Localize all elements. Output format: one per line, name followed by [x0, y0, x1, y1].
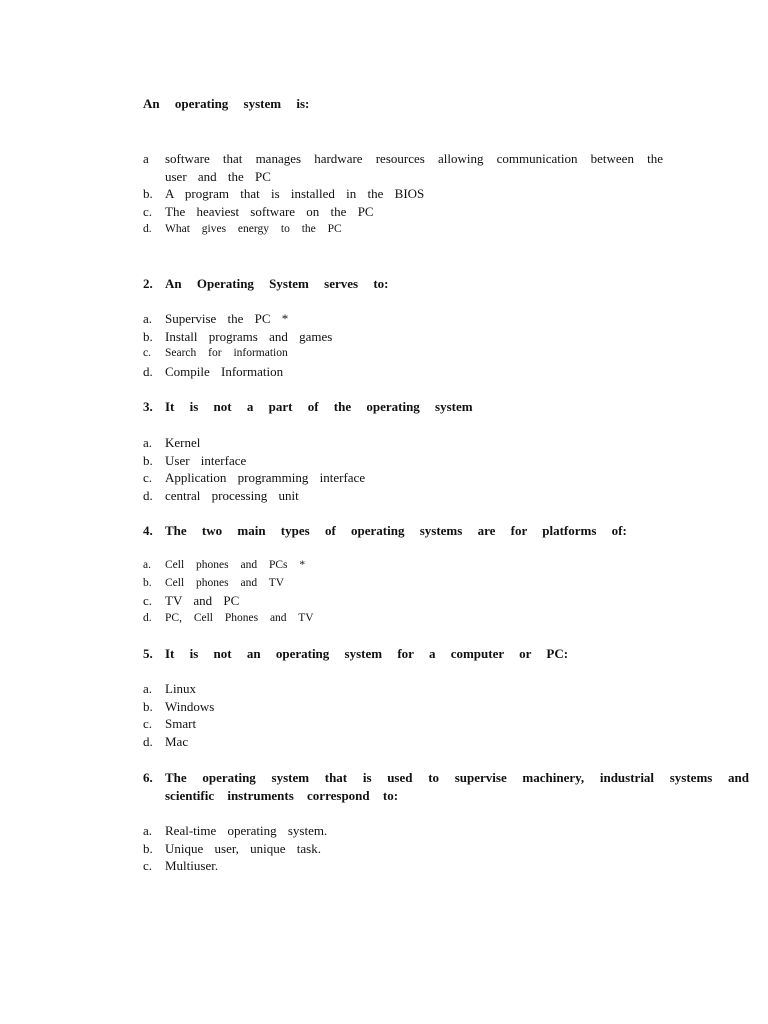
option-letter: d.: [143, 488, 153, 504]
option-letter: a.: [143, 559, 151, 571]
option-text: A program that is installed in the BIOS: [165, 186, 425, 202]
option-text: Install programs and games: [165, 328, 333, 344]
option-letter: d.: [143, 734, 153, 750]
question-3-options: [143, 434, 703, 505]
question-2-text: An Operating System serves to:: [165, 276, 389, 291]
option-text: Application programming interface: [165, 470, 366, 486]
option-letter: b.: [143, 840, 153, 856]
question-5-option-c: [143, 715, 703, 733]
question-4-option-d: [143, 610, 703, 628]
question-2: [143, 275, 749, 293]
option-letter: c.: [143, 858, 153, 874]
option-text: What gives energy to the PC: [165, 222, 342, 235]
option-letter: b.: [143, 186, 153, 202]
option-text: Linux: [165, 681, 197, 696]
option-text: Cell phones and PCs *: [165, 559, 306, 571]
question-3: [143, 398, 749, 416]
question-2-option-d: [143, 363, 703, 381]
option-letter: b.: [143, 698, 153, 714]
question-5-option-d: [143, 733, 703, 751]
option-text: software that manages hardware resources allowing communication between the user and the PC: [165, 151, 663, 184]
question-2-options: [143, 310, 703, 381]
option-letter: c.: [143, 593, 153, 609]
question-number: 2.: [143, 276, 153, 291]
question-6: [143, 769, 749, 805]
question-1: [143, 95, 749, 113]
question-5-option-b: [143, 698, 703, 716]
option-letter: d.: [143, 222, 152, 235]
question-6-option-b: [143, 840, 703, 858]
question-1-option-c: [143, 203, 703, 221]
option-letter: d.: [143, 612, 152, 625]
option-text: Supervise the PC *: [165, 311, 289, 326]
question-1-option-d: [143, 221, 703, 239]
option-letter: a.: [143, 823, 153, 838]
option-text: Compile Information: [165, 364, 284, 380]
option-letter: a.: [143, 311, 153, 326]
question-number: 4.: [143, 523, 153, 538]
option-text: Kernel: [165, 435, 201, 450]
question-number: 6.: [143, 770, 153, 785]
question-4-options: [143, 557, 703, 628]
question-4-option-a: [143, 557, 703, 575]
question-4-option-c: [143, 592, 703, 610]
question-4-option-b: [143, 575, 703, 593]
option-text: Mac: [165, 734, 189, 750]
option-letter: a.: [143, 435, 153, 450]
question-3-option-a: [143, 434, 703, 452]
option-letter: b.: [143, 576, 152, 589]
option-text: Smart: [165, 716, 197, 732]
option-text: Real-time operating system.: [165, 823, 328, 838]
question-2-option-a: [143, 310, 703, 328]
option-letter: c.: [143, 204, 153, 220]
question-number: 5.: [143, 646, 153, 661]
option-text: TV and PC: [165, 593, 240, 609]
option-letter: c.: [143, 716, 153, 732]
question-5-option-a: [143, 680, 703, 698]
option-letter: b.: [143, 328, 153, 344]
question-1-option-a: [143, 150, 703, 185]
question-4: [143, 522, 749, 540]
question-3-option-d: [143, 487, 703, 505]
question-6-option-a: [143, 822, 703, 840]
question-3-option-c: [143, 469, 703, 487]
option-text: Windows: [165, 698, 215, 714]
option-text: PC, Cell Phones and TV: [165, 612, 314, 625]
option-text: Unique user, unique task.: [165, 840, 321, 856]
option-letter: b.: [143, 452, 153, 468]
option-letter: a.: [143, 681, 153, 696]
question-6-options: [143, 822, 703, 875]
question-number: 3.: [143, 399, 153, 414]
question-4-text: The two main types of operating systems are for platforms of:: [165, 523, 627, 538]
option-text: Search for information: [165, 347, 288, 360]
question-6-option-c: [143, 857, 703, 875]
option-letter: c.: [143, 470, 153, 486]
option-text: The heaviest software on the PC: [165, 204, 374, 220]
option-text: Cell phones and TV: [165, 576, 285, 589]
option-text: User interface: [165, 452, 247, 468]
question-2-option-c: [143, 345, 703, 363]
question-3-text: It is not a part of the operating system: [165, 399, 473, 414]
question-6-text: The operating system that is used to supervise machinery, industrial systems and scientific instruments correspond to:: [165, 770, 749, 803]
question-3-option-b: [143, 452, 703, 470]
question-5: [143, 645, 749, 663]
question-1-option-b: [143, 185, 703, 203]
question-2-option-b: [143, 328, 703, 346]
option-text: central processing unit: [165, 488, 299, 504]
question-5-options: [143, 680, 703, 751]
option-text: Multiuser.: [165, 858, 219, 874]
option-letter: c.: [143, 347, 151, 360]
question-1-options: [143, 150, 703, 239]
question-5-text: It is not an operating system for a computer or PC:: [165, 646, 569, 661]
question-1-text: An operating system is:: [143, 96, 310, 111]
option-letter: a: [143, 151, 149, 166]
option-letter: d.: [143, 364, 153, 380]
